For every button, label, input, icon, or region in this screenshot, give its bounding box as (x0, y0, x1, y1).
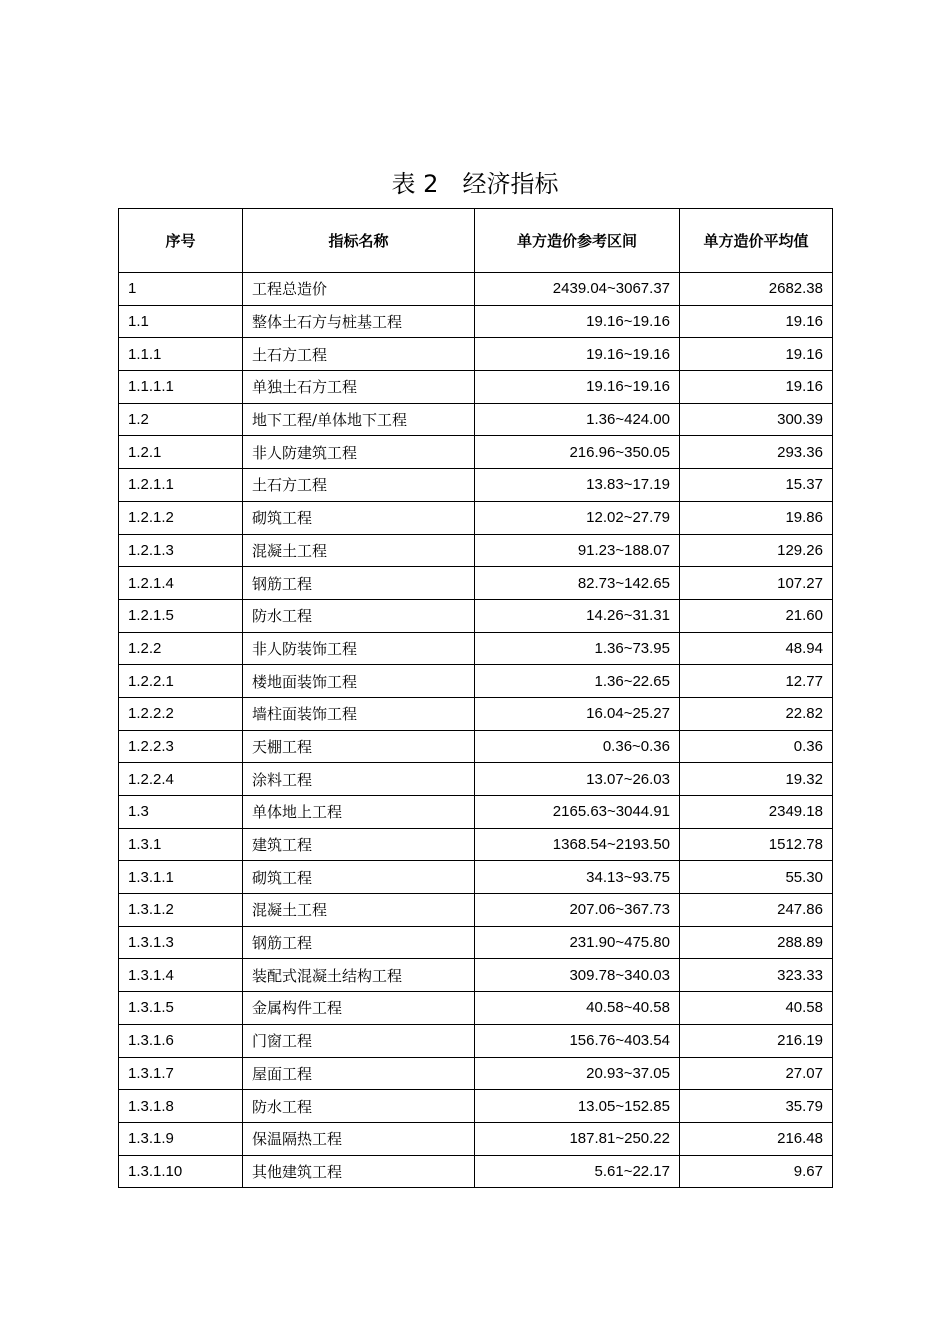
table-row (119, 305, 833, 338)
cell-indicator-name: 钢筋工程 (243, 567, 475, 600)
cell-unit-cost-average: 19.16 (680, 371, 833, 404)
table-row (119, 730, 833, 763)
cell-unit-cost-average: 216.48 (680, 1122, 833, 1155)
cell-unit-cost-average: 19.86 (680, 501, 833, 534)
cell-indicator-name: 屋面工程 (243, 1057, 475, 1090)
cell-indicator-name: 砌筑工程 (243, 861, 475, 894)
cell-serial-number: 1.3.1.9 (119, 1122, 243, 1155)
cell-indicator-name: 非人防建筑工程 (243, 436, 475, 469)
table-row (119, 1024, 833, 1057)
cell-unit-cost-average: 40.58 (680, 992, 833, 1025)
table-row (119, 861, 833, 894)
cell-unit-cost-range: 1368.54~2193.50 (475, 828, 680, 861)
cell-serial-number: 1.3 (119, 796, 243, 829)
table-row (119, 371, 833, 404)
cell-indicator-name: 地下工程/单体地下工程 (243, 403, 475, 436)
cell-indicator-name: 金属构件工程 (243, 992, 475, 1025)
cell-unit-cost-range: 156.76~403.54 (475, 1024, 680, 1057)
cell-serial-number: 1 (119, 273, 243, 306)
cell-unit-cost-average: 247.86 (680, 894, 833, 927)
table-header (119, 209, 833, 273)
cell-unit-cost-average: 323.33 (680, 959, 833, 992)
cell-unit-cost-average: 288.89 (680, 926, 833, 959)
header-indicator-name: 指标名称 (243, 209, 475, 273)
cell-unit-cost-average: 21.60 (680, 599, 833, 632)
table-row (119, 665, 833, 698)
table-row (119, 567, 833, 600)
cell-unit-cost-range: 216.96~350.05 (475, 436, 680, 469)
cell-serial-number: 1.2.2.2 (119, 697, 243, 730)
table-row (119, 501, 833, 534)
cell-unit-cost-average: 129.26 (680, 534, 833, 567)
cell-unit-cost-average: 19.16 (680, 338, 833, 371)
table-row (119, 796, 833, 829)
cell-indicator-name: 钢筋工程 (243, 926, 475, 959)
cell-unit-cost-range: 2165.63~3044.91 (475, 796, 680, 829)
cell-unit-cost-range: 1.36~424.00 (475, 403, 680, 436)
table-row (119, 338, 833, 371)
cell-serial-number: 1.3.1.3 (119, 926, 243, 959)
cell-unit-cost-range: 40.58~40.58 (475, 992, 680, 1025)
cell-serial-number: 1.3.1 (119, 828, 243, 861)
cell-serial-number: 1.3.1.4 (119, 959, 243, 992)
cell-indicator-name: 涂料工程 (243, 763, 475, 796)
header-unit-cost-range: 单方造价参考区间 (475, 209, 680, 273)
table-row (119, 959, 833, 992)
table-row (119, 599, 833, 632)
cell-unit-cost-average: 27.07 (680, 1057, 833, 1090)
table-row (119, 894, 833, 927)
cell-indicator-name: 防水工程 (243, 1090, 475, 1123)
cell-unit-cost-range: 13.07~26.03 (475, 763, 680, 796)
cell-unit-cost-range: 1.36~73.95 (475, 632, 680, 665)
cell-indicator-name: 防水工程 (243, 599, 475, 632)
cell-unit-cost-range: 2439.04~3067.37 (475, 273, 680, 306)
cell-unit-cost-range: 231.90~475.80 (475, 926, 680, 959)
table-title: 表 2 经济指标 (391, 170, 559, 198)
cell-serial-number: 1.3.1.10 (119, 1155, 243, 1188)
cell-serial-number: 1.3.1.5 (119, 992, 243, 1025)
cell-unit-cost-range: 20.93~37.05 (475, 1057, 680, 1090)
cell-serial-number: 1.3.1.6 (119, 1024, 243, 1057)
cell-indicator-name: 其他建筑工程 (243, 1155, 475, 1188)
cell-indicator-name: 非人防装饰工程 (243, 632, 475, 665)
cell-indicator-name: 混凝土工程 (243, 534, 475, 567)
cell-serial-number: 1.2 (119, 403, 243, 436)
cell-unit-cost-range: 13.05~152.85 (475, 1090, 680, 1123)
table-row (119, 436, 833, 469)
cell-indicator-name: 土石方工程 (243, 469, 475, 502)
cell-unit-cost-average: 22.82 (680, 697, 833, 730)
cell-serial-number: 1.3.1.2 (119, 894, 243, 927)
table-row (119, 632, 833, 665)
cell-serial-number: 1.3.1.1 (119, 861, 243, 894)
cell-serial-number: 1.2.2.4 (119, 763, 243, 796)
table-row (119, 926, 833, 959)
table-row (119, 1090, 833, 1123)
economic-indicators-table (118, 208, 833, 1188)
cell-unit-cost-range: 19.16~19.16 (475, 371, 680, 404)
cell-serial-number: 1.1.1 (119, 338, 243, 371)
cell-unit-cost-average: 2682.38 (680, 273, 833, 306)
cell-unit-cost-range: 82.73~142.65 (475, 567, 680, 600)
cell-unit-cost-range: 207.06~367.73 (475, 894, 680, 927)
cell-serial-number: 1.2.1.2 (119, 501, 243, 534)
cell-indicator-name: 混凝土工程 (243, 894, 475, 927)
cell-serial-number: 1.2.1.3 (119, 534, 243, 567)
table-row (119, 828, 833, 861)
cell-unit-cost-range: 13.83~17.19 (475, 469, 680, 502)
cell-indicator-name: 砌筑工程 (243, 501, 475, 534)
table-row (119, 763, 833, 796)
cell-indicator-name: 建筑工程 (243, 828, 475, 861)
table-row (119, 1057, 833, 1090)
cell-indicator-name: 工程总造价 (243, 273, 475, 306)
cell-unit-cost-average: 12.77 (680, 665, 833, 698)
cell-serial-number: 1.1 (119, 305, 243, 338)
cell-indicator-name: 单体地上工程 (243, 796, 475, 829)
cell-indicator-name: 楼地面装饰工程 (243, 665, 475, 698)
cell-indicator-name: 墙柱面装饰工程 (243, 697, 475, 730)
cell-unit-cost-average: 19.32 (680, 763, 833, 796)
cell-unit-cost-range: 19.16~19.16 (475, 338, 680, 371)
cell-indicator-name: 整体土石方与桩基工程 (243, 305, 475, 338)
table-body (119, 273, 833, 1188)
cell-unit-cost-average: 107.27 (680, 567, 833, 600)
cell-unit-cost-average: 1512.78 (680, 828, 833, 861)
cell-serial-number: 1.2.1 (119, 436, 243, 469)
cell-serial-number: 1.3.1.8 (119, 1090, 243, 1123)
cell-serial-number: 1.2.2.3 (119, 730, 243, 763)
cell-unit-cost-range: 187.81~250.22 (475, 1122, 680, 1155)
table-row (119, 273, 833, 306)
table-row (119, 534, 833, 567)
cell-unit-cost-average: 300.39 (680, 403, 833, 436)
cell-unit-cost-range: 5.61~22.17 (475, 1155, 680, 1188)
cell-indicator-name: 单独土石方工程 (243, 371, 475, 404)
cell-indicator-name: 门窗工程 (243, 1024, 475, 1057)
cell-unit-cost-range: 0.36~0.36 (475, 730, 680, 763)
cell-unit-cost-range: 12.02~27.79 (475, 501, 680, 534)
table-row (119, 403, 833, 436)
cell-serial-number: 1.1.1.1 (119, 371, 243, 404)
cell-unit-cost-range: 1.36~22.65 (475, 665, 680, 698)
cell-unit-cost-average: 2349.18 (680, 796, 833, 829)
table-row (119, 1155, 833, 1188)
table-row (119, 1122, 833, 1155)
table-row (119, 992, 833, 1025)
cell-unit-cost-average: 48.94 (680, 632, 833, 665)
cell-indicator-name: 保温隔热工程 (243, 1122, 475, 1155)
cell-unit-cost-range: 34.13~93.75 (475, 861, 680, 894)
cell-unit-cost-average: 19.16 (680, 305, 833, 338)
cell-unit-cost-average: 293.36 (680, 436, 833, 469)
cell-unit-cost-range: 14.26~31.31 (475, 599, 680, 632)
header-serial-number: 序号 (119, 209, 243, 273)
table-row (119, 697, 833, 730)
cell-unit-cost-average: 9.67 (680, 1155, 833, 1188)
cell-unit-cost-range: 16.04~25.27 (475, 697, 680, 730)
cell-unit-cost-average: 55.30 (680, 861, 833, 894)
cell-unit-cost-average: 0.36 (680, 730, 833, 763)
cell-unit-cost-average: 216.19 (680, 1024, 833, 1057)
header-row (119, 209, 833, 273)
cell-unit-cost-range: 19.16~19.16 (475, 305, 680, 338)
cell-indicator-name: 天棚工程 (243, 730, 475, 763)
cell-serial-number: 1.2.2 (119, 632, 243, 665)
cell-serial-number: 1.3.1.7 (119, 1057, 243, 1090)
cell-serial-number: 1.2.1.4 (119, 567, 243, 600)
cell-unit-cost-range: 309.78~340.03 (475, 959, 680, 992)
cell-unit-cost-range: 91.23~188.07 (475, 534, 680, 567)
cell-unit-cost-average: 35.79 (680, 1090, 833, 1123)
table-row (119, 469, 833, 502)
cell-serial-number: 1.2.1.1 (119, 469, 243, 502)
cell-indicator-name: 装配式混凝土结构工程 (243, 959, 475, 992)
cell-indicator-name: 土石方工程 (243, 338, 475, 371)
cell-serial-number: 1.2.1.5 (119, 599, 243, 632)
header-unit-cost-average: 单方造价平均值 (680, 209, 833, 273)
cell-serial-number: 1.2.2.1 (119, 665, 243, 698)
cell-unit-cost-average: 15.37 (680, 469, 833, 502)
